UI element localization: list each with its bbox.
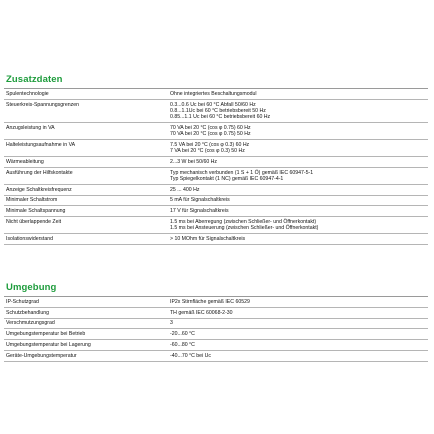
table-row: [4, 140, 428, 157]
table-row: [4, 308, 428, 319]
table-row: [4, 297, 428, 308]
value-line: -20...60 °C: [170, 331, 195, 338]
table-row: [4, 157, 428, 168]
table-row: [4, 185, 428, 196]
row-value: [170, 340, 428, 350]
table-row: [4, 340, 428, 351]
row-label: Steuerkreis-Spannungsgrenzen: [6, 101, 79, 108]
value-line: 25 ... 400 Hz: [170, 186, 200, 193]
row-label: Geräte-Umgebungstemperatur: [6, 352, 77, 359]
table-row: [4, 168, 428, 185]
row-value: [170, 168, 428, 184]
table-row: [4, 217, 428, 234]
row-label: Nicht überlappende Zeit: [6, 218, 62, 225]
value-line: 70 VA bei 20 °C (cos φ 0.75) 50 Hz: [170, 131, 251, 137]
value-line: -60...80 °C: [170, 341, 195, 348]
row-value: [170, 329, 428, 339]
value-line: 3: [170, 320, 173, 327]
table-umgebung: [4, 296, 428, 362]
table-row: [4, 196, 428, 207]
table-row: [4, 351, 428, 362]
value-line: 17 V für Signalschaltkreis: [170, 208, 229, 215]
table-row: [4, 329, 428, 340]
value-line: Ohne integriertes Beschaltungsmodul: [170, 90, 257, 97]
row-label: Spulentechnologie: [6, 90, 49, 97]
row-label: Minimale Schaltspannung: [6, 208, 66, 215]
row-label: Anzeige Schaltkreisfrequenz: [6, 186, 72, 193]
row-label: Wärmeableitung: [6, 158, 44, 165]
value-line: 7 VA bei 20 °C (cos φ 0.3) 50 Hz: [170, 148, 245, 154]
row-label: Umgebungstemperatur bei Betrieb: [6, 331, 86, 338]
row-label: Umgebungstemperatur bei Lagerung: [6, 341, 91, 348]
table-row: [4, 89, 428, 100]
row-value: [170, 234, 428, 244]
row-value: [170, 140, 428, 156]
value-line: 0.85...1.1 Uc bei 60 °C betriebsbereit 60 Hz: [170, 114, 271, 120]
table-zusatzdaten: [4, 88, 428, 245]
value-line: Typ mechanisch verbunden (1 S + 1 Ö) gemäß IEC 60947-5-1: [170, 169, 314, 176]
row-value: [170, 319, 428, 329]
value-line: 1.5 ms bei Ansteuerung (zwischen Schließer- und Öffnerkontakt): [170, 225, 319, 232]
row-value: [170, 351, 428, 361]
value-line: 7.5 VA bei 20 °C (cos φ 0.3) 60 Hz: [170, 141, 250, 148]
value-line: Typ Spiegelkontakt (1 NC) gemäß IEC 60947-4-1: [170, 175, 284, 182]
row-value: [170, 217, 428, 233]
value-line: 70 VA bei 20 °C (cos φ 0.75) 60 Hz: [170, 124, 251, 131]
value-line: 5 mA für Signalschaltkreis: [170, 197, 230, 204]
row-label: Verschmutzungsgrad: [6, 320, 55, 327]
row-value: [170, 157, 428, 167]
row-value: [170, 196, 428, 206]
row-label: Halteleistungsaufnahme in VA: [6, 141, 76, 148]
row-value: [170, 89, 428, 99]
table-row: [4, 206, 428, 217]
value-line: TH gemäß IEC 60068-2-30: [170, 309, 233, 316]
row-value: [170, 123, 428, 139]
row-value: [170, 206, 428, 216]
row-value: [170, 100, 428, 122]
value-line: > 10 MOhm für Signalschaltkreis: [170, 235, 246, 242]
row-label: Isolationswiderstand: [6, 235, 54, 242]
row-value: [170, 185, 428, 195]
row-label: Minimaler Schaltstrom: [6, 197, 58, 204]
table-row: [4, 234, 428, 245]
value-line: IP2x Stirnfläche gemäß IEC 60529: [170, 298, 250, 305]
row-label: Ausführung der Hilfskontakte: [6, 169, 73, 176]
table-row: [4, 123, 428, 140]
row-label: Anzugsleistung in VA: [6, 124, 55, 131]
section-title-zusatzdaten: Zusatzdaten: [6, 74, 63, 85]
table-row: [4, 100, 428, 123]
row-label: IP-Schutzgrad: [6, 298, 39, 305]
value-line: 0.8...1.1Uc bei 60 °C betriebsbereit 50 Hz: [170, 107, 266, 114]
value-line: -40...70 °C bei Uc: [170, 352, 211, 359]
value-line: 2...3 W bei 50/60 Hz: [170, 158, 217, 165]
table-row: [4, 319, 428, 330]
row-value: [170, 308, 428, 318]
row-value: [170, 297, 428, 307]
value-line: 1.5 ms bei Aberregung (zwischen Schließer- und Öffnerkontakt): [170, 218, 317, 225]
section-title-umgebung: Umgebung: [6, 282, 57, 293]
row-label: Schutzbehandlung: [6, 309, 49, 316]
value-line: 0.3...0.6 Uc bei 60 °C Abfall 50/60 Hz: [170, 101, 256, 108]
